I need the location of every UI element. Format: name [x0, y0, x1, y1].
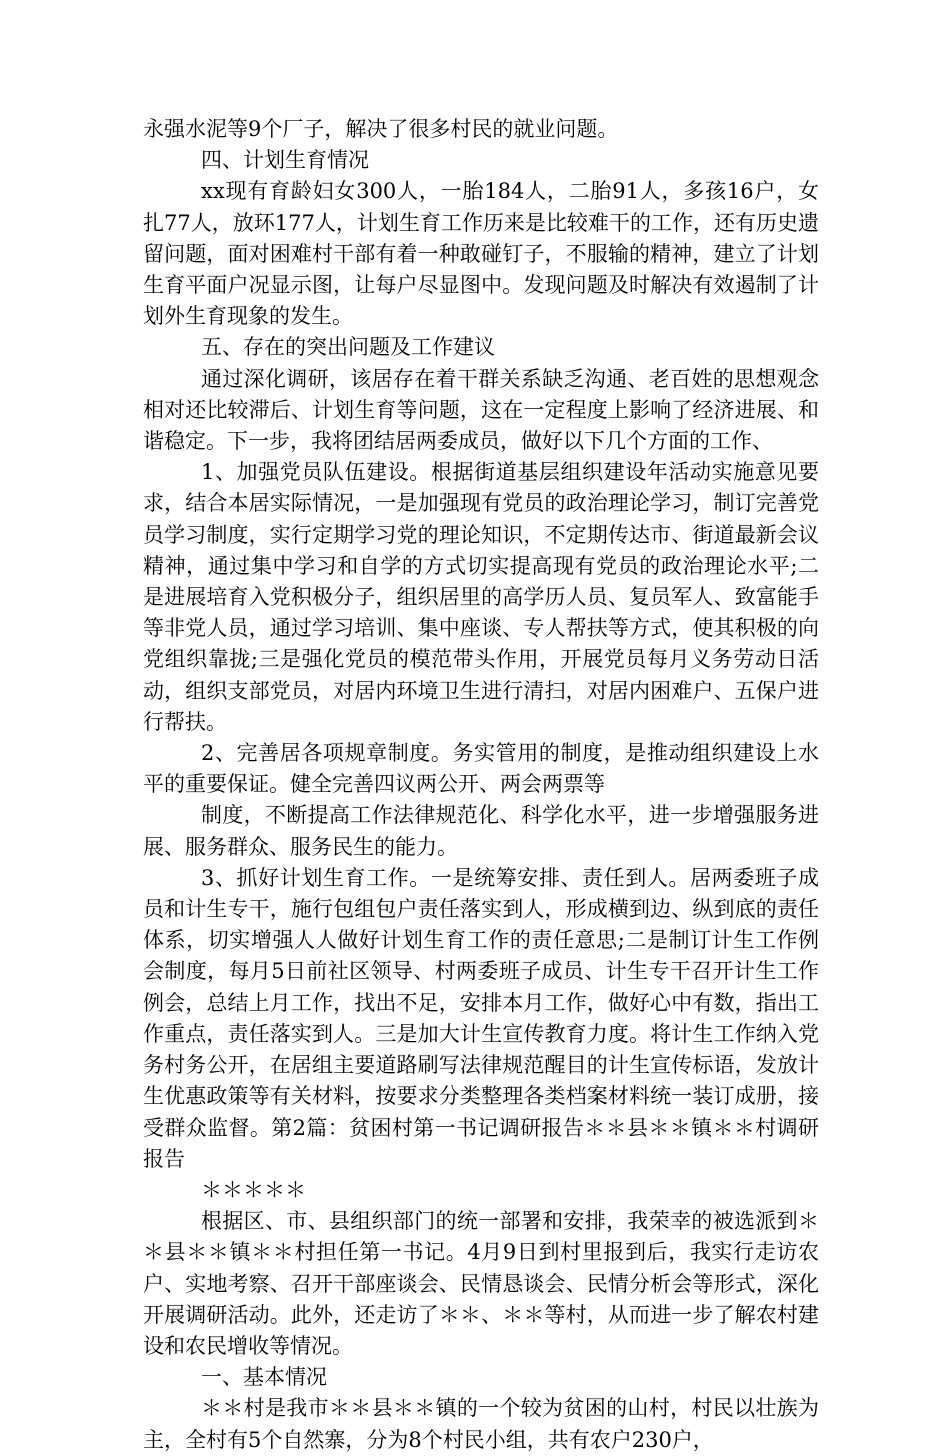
paragraph-stars: ＊＊＊＊＊ [201, 1177, 306, 1202]
paragraph-item-2-continued: 制度，不断提高工作法律规范化、科学化水平，进一步增强服务进展、服务群众、服务民生的能力。 [143, 803, 819, 859]
paragraph-continuation: 永强水泥等9个厂子，解决了很多村民的就业问题。 [143, 117, 619, 141]
section-heading-problems: 五、存在的突出问题及工作建议 [201, 335, 495, 360]
paragraph-family-planning: xx现有育龄妇女300人，一胎184人，二胎91人，多孩16户，女扎77人，放环177人，计划生育工作历来是比较难干的工作，还有历史遗留问题，面对困难村干部有着一种敢碰钉子，不服输的精神，建立了计划生育平面户况显示图，让每户尽显图中。发现问题及时解决有效遏制了计划外生育现象的发生。 [143, 179, 819, 329]
paragraph-report-intro: 根据区、市、县组织部门的统一部署和安排，我荣幸的被选派到＊＊县＊＊镇＊＊村担任第一书记。4月9日到村里报到后，我实行走访农户、实地考察、召开干部座谈会、民情恳谈会、民情分析会等形式，深化开展调研活动。此外，还走访了＊＊、＊＊等村，从而进一步了解农村建设和农民增收等情况。 [143, 1209, 819, 1358]
paragraph-basic-info: ＊＊村是我市＊＊县＊＊镇的一个较为贫困的山村，村民以壮族为主，全村有5个自然寨，分为8个村民小组，共有农户230户， [143, 1396, 819, 1452]
paragraph-item-2: 2、完善居各项规章制度。务实管用的制度，是推动组织建设上水平的重要保证。健全完善四议两公开、两会两票等 [143, 741, 819, 797]
paragraph-item-3: 3、抓好计划生育工作。一是统筹安排、责任到人。居两委班子成员和计生专干，施行包组包户责任落实到人，形成横到边、纵到底的责任体系，切实增强人人做好计划生育工作的责任意思;二是制订计生工作例会制度，每月5日前社区领导、村两委班子成员、计生专干召开计生工作例会，总结上月工作，找出不足，安排本月工作，做好心中有数，指出工作重点，责任落实到人。三是加大计生宣传教育力度。将计生工作纳入党务村务公开，在居组主要道路刷写法律规范醒目的计生宣传标语，发放计生优惠政策等有关材料，按要求分类整理各类档案材料统一装订成册，接受群众监督。第2篇：贫困村第一书记调研报告＊＊县＊＊镇＊＊村调研报告 [143, 865, 819, 1171]
section-heading-basic-info: 一、基本情况 [201, 1365, 327, 1390]
paragraph-problems: 通过深化调研，该居存在着干群关系缺乏沟通、老百姓的思想观念相对还比较滞后、计划生育等问题，这在一定程度上影响了经济进展、和谐稳定。下一步，我将团结居两委成员，做好以下几个方面的工作、 [143, 366, 819, 454]
paragraph-item-1: 1、加强党员队伍建设。根据街道基层组织建设年活动实施意见要求，结合本居实际情况，一是加强现有党员的政治理论学习，制订完善党员学习制度，实行定期学习党的理论知识，不定期传达市、街道最新会议精神，通过集中学习和自学的方式切实提高现有党员的政治理论水平;二是进展培育入党积极分子，组织居里的高学历人员、复员军人、致富能手等非党人员，通过学习培训、集中座谈、专人帮扶等方式，使其积极的向党组织靠拢;三是强化党员的模范带头作用，开展党员每月义务劳动日活动，组织支部党员，对居内环境卫生进行清扫，对居内困难户、五保户进行帮扶。 [143, 460, 819, 734]
document-page [143, 114, 819, 1456]
section-heading-family-planning: 四、计划生育情况 [201, 148, 369, 173]
